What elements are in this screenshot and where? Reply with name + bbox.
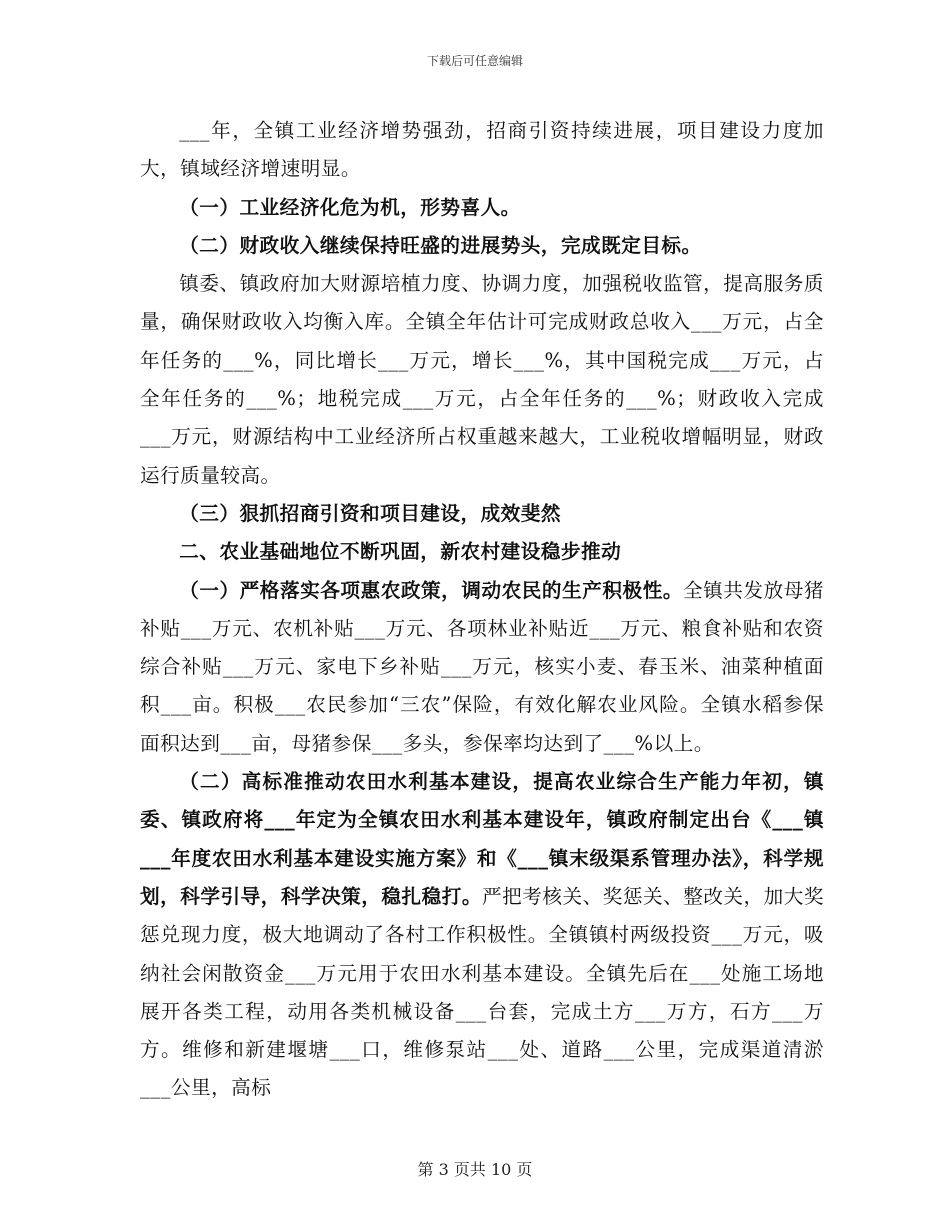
document-body [140, 112, 824, 1108]
heading-fiscal-revenue: （二）财政收入继续保持旺盛的进展势头，完成既定目标。 [179, 233, 702, 257]
heading-investment-projects: （三）狠抓招商引资和项目建设，成效斐然 [179, 501, 561, 525]
paragraph-water-conservancy [140, 763, 824, 1108]
paragraph-water-conservancy-lead: （二）高标准推动农田水利基本建设，提高农业综合生产能力年初，镇委、镇政府将___年定为全镇农田水利基本建设年，镇政府制定出台《___镇___年度农田水利基本建设实施方案》和《___镇末级渠系管理办法》，科学规划，科学引导，科学决策，稳扎稳打。 [140, 770, 824, 908]
paragraph-water-conservancy-body: 严把考核关、奖惩关、整改关，加大奖惩兑现力度，极大地调动了各村工作积极性。全镇镇村两级投资___万元，吸纳社会闲散资金___万元用于农田水利基本建设。全镇先后在___处施工场地展开各类工程，动用各类机械设备___台套，完成土方___万方，石方___万方。维修和新建堰塘___口，维修泵站___处、道路___公里，完成渠道清淤___公里，高标 [140, 884, 825, 1100]
paragraph-fiscal-revenue: 镇委、镇政府加大财源培植力度、协调力度，加强税收监管，提高服务质量，确保财政收入均衡入库。全镇全年估计可完成财政总收入___万元，占全年任务的___%，同比增长___万元，增长___%，其中国税完成___万元，占全年任务的___%；地税完成___万元，占全年任务的___%；财政收入完成___万元，财源结构中工业经济所占权重越来越大，工业税收增幅明显，财政运行质量较高。 [140, 272, 824, 487]
heading-industrial-economy: （一）工业经济化危为机，形势喜人。 [179, 195, 521, 219]
heading-agriculture-section: 二、农业基础地位不断巩固，新农村建设稳步推动 [179, 540, 622, 564]
paragraph-farm-policy-lead: （一）严格落实各项惠农政策，调动农民的生产积极性。 [179, 578, 683, 602]
page-header: 下载后可任意编辑 [426, 54, 523, 68]
paragraph-farm-policy [140, 572, 824, 763]
page-footer: 第 3 页共 10 页 [417, 1160, 533, 1179]
paragraph-intro: ___年，全镇工业经济增势强劲，招商引资持续进展，项目建设力度加大，镇域经济增速明显。 [140, 119, 824, 181]
paragraph-farm-policy-body: 全镇共发放母猪补贴___万元、农机补贴___万元、各项林业补贴近___万元、粮食补贴和农资综合补贴___万元、家电下乡补贴___万元，核实小麦、春玉米、油菜种植面积___亩。积极___农民参加“三农”保险，有效化解农业风险。全镇水稻参保面积达到___亩，母猪参保___多头，参保率均达到了___%以上。 [140, 578, 825, 755]
